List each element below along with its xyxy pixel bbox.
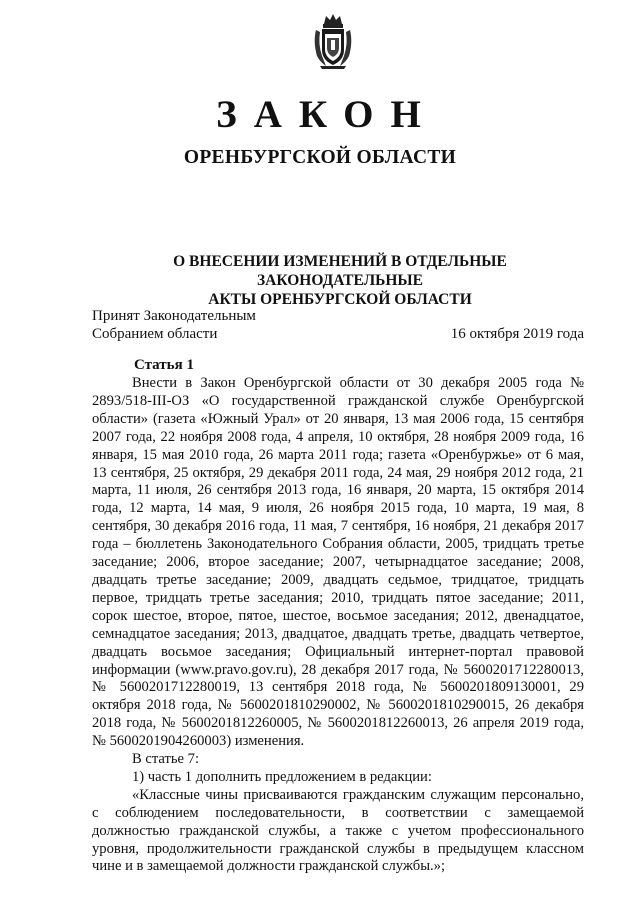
article-paragraph: «Классные чины присваиваются гражданским служащим персонально, с соблюдением последовательности, в соответствии с замещаемой должностью гражданской службы, а также с учетом профессионального уровня, продолжительности гражданской службы в предыдущем классном чине и в замещаемой должности гражданской службы.»; [92, 786, 584, 875]
law-heading [90, 252, 590, 309]
article-body [92, 375, 584, 876]
article-paragraph: Внести в Закон Оренбургской области от 30 декабря 2005 года № 2893/518-III-ОЗ «О государственной гражданской службе Оренбургской области» (газета «Южный Урал» от 20 января, 13 мая 2006 года, 15 сентября 2007 года, 22 ноября 2008 года, 4 апреля, 10 октября, 28 ноября 2009 года, 16 января, 15 мая 2010 года, 26 марта 2011 года; газета «Оренбуржье» от 6 мая, 13 сентября, 25 октября, 29 декабря 2011 года, 24 мая, 29 ноября 2012 года, 21 марта, 11 июля, 26 сентября 2013 года, 16 января, 20 марта, 15 октября 2014 года, 12 марта, 14 мая, 9 июля, 26 ноября 2015 года, 10 марта, 19 мая, 8 сентября, 30 декабря 2016 года, 11 мая, 7 сентября, 16 ноября, 21 декабря 2017 года – бюллетень Законодательного Собрания области, 2005, тридцать третье заседание; 2006, второе заседание; 2007, четырнадцатое заседание; 2008, двадцать третье заседание; 2009, двадцать седьмое, тридцатое, тридцать первое, тридцать третье заседания; 2010, тридцать пятое заседание; 2011, сорок шестое, второе, пятое, шестое, восьмое заседания; 2012, двенадцатое, семнадцатое заседания; 2013, двадцатое, двадцать третье, двадцать четвертое, двадцать восьмое заседания; Официальный интернет-портал правовой информации (www.pravo.gov.ru), 28 декабря 2017 года, № 5600201712280013, № 5600201712280019, 13 сентября 2018 года, № 5600201809130001, 29 октября 2018 года, № 5600201810290002, № 5600201810290015, 26 декабря 2018 года, № 5600201812260005, № 5600201812260013, 26 апреля 2019 года, № 5600201904260003) изменения. [92, 375, 584, 750]
law-heading-line: АКТЫ ОРЕНБУРГСКОЙ ОБЛАСТИ [208, 291, 472, 308]
article-paragraph: В статье 7: [132, 751, 200, 768]
article-title: Статья 1 [134, 357, 194, 373]
adoption-line: Принят Законодательным [92, 308, 256, 324]
adoption-date: 16 октября 2019 года [450, 326, 584, 342]
coat-of-arms-icon [312, 12, 354, 70]
adoption-info [92, 307, 256, 343]
adoption-line: Собранием области [92, 326, 218, 342]
law-heading-line: О ВНЕСЕНИИ ИЗМЕНЕНИЙ В ОТДЕЛЬНЫЕ ЗАКОНОДАТЕЛЬНЫЕ [173, 253, 507, 289]
law-title: ЗАКОН [216, 93, 438, 136]
region-subtitle: ОРЕНБУРГСКОЙ ОБЛАСТИ [183, 147, 457, 168]
article-paragraph: 1) часть 1 дополнить предложением в редакции: [132, 768, 432, 785]
